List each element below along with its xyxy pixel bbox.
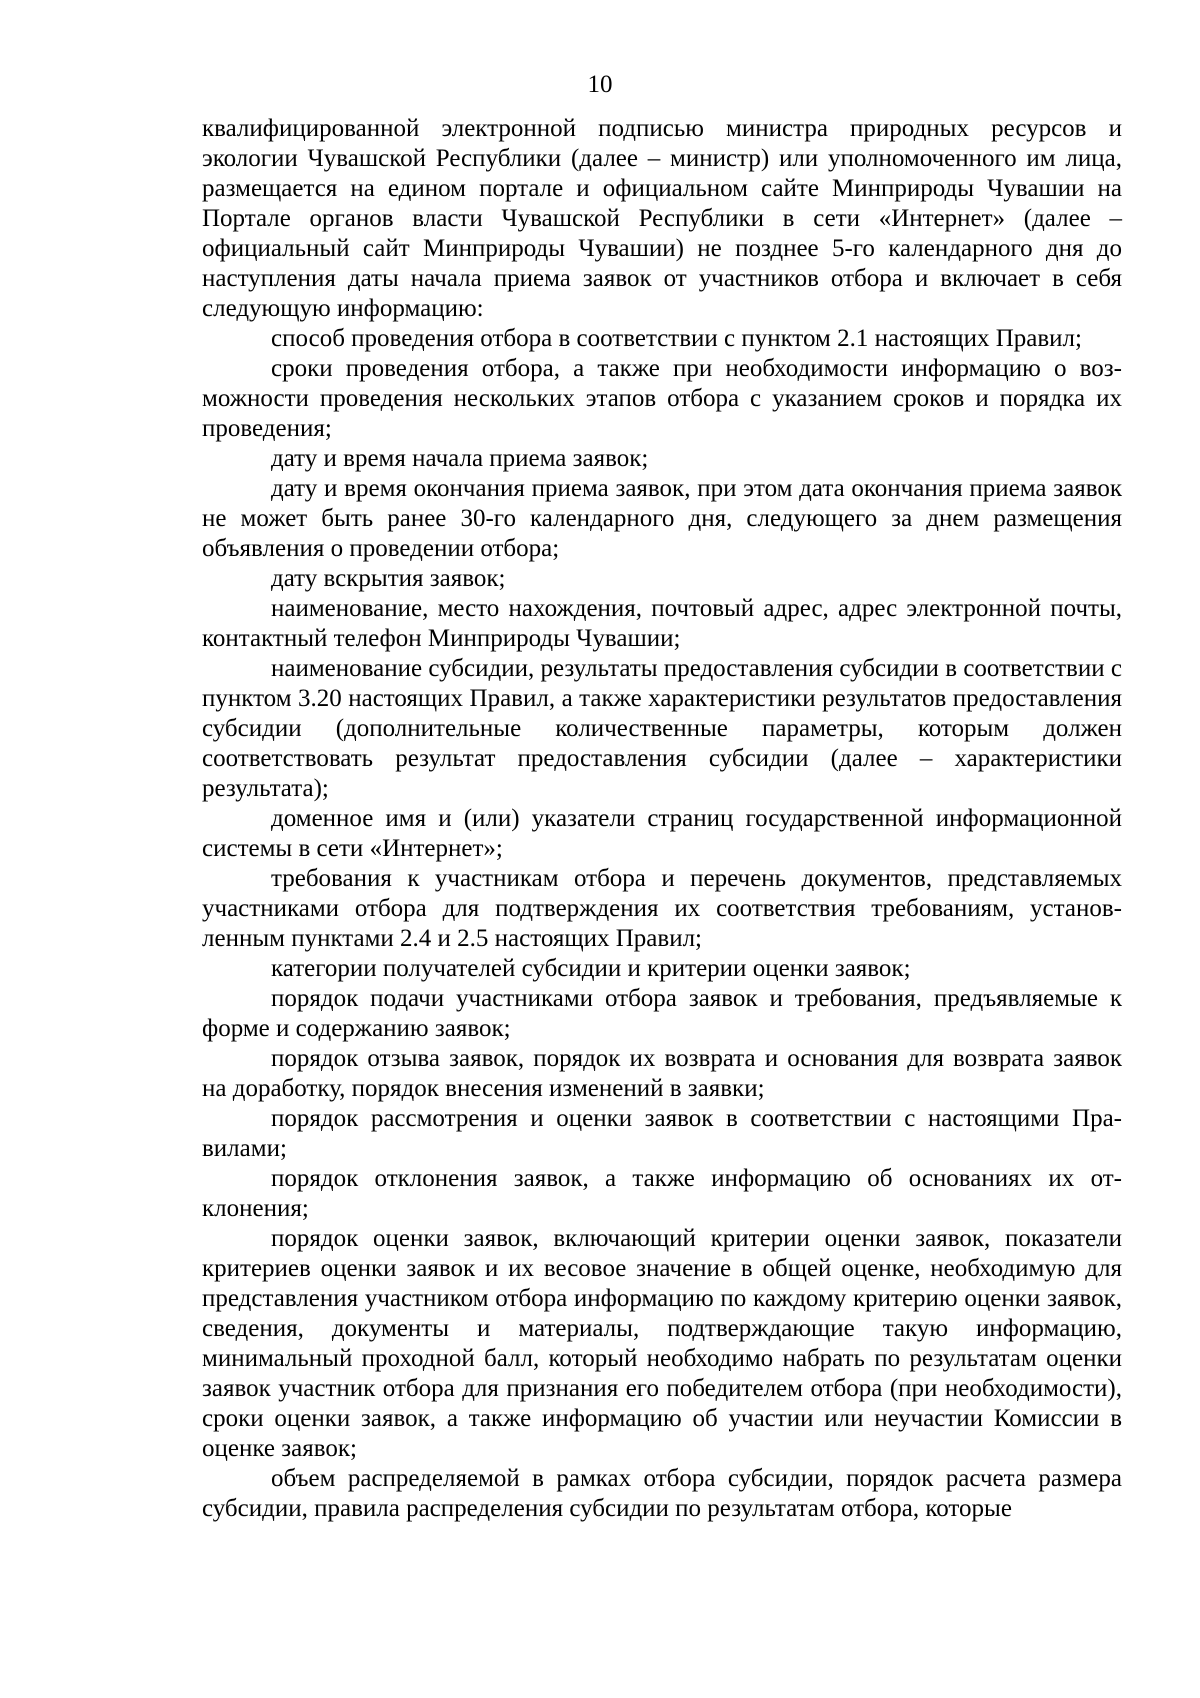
document-body <box>202 114 1122 1524</box>
paragraph: дату и время начала приема заявок; <box>271 445 649 472</box>
paragraph: дату вскрытия заявок; <box>271 565 506 592</box>
paragraph: требования к участникам отбора и перечень документов, представляемых участниками отбора для подтверждения их соответствия требованиям, установленным пунктами 2.4 и 2.5 настоящих Правил; <box>202 865 1122 952</box>
paragraph: порядок оценки заявок, включающий критерии оценки заявок, показатели критериев оценки заявок и их весовое значение в общей оценке, необходимую для представления участником отбора информацию по каждому критерию оценки заявок, сведения, документы и материалы, подтверждающие такую информацию, минимальный проходной балл, который необходимо набрать по результатам оценки заявок участник отбора для признания его победителем отбора (при необходимости), сроки оценки заявок, а также информацию об участии или неучастии Комиссии в оценке заявок; <box>202 1225 1122 1462</box>
paragraph: категории получателей субсидии и критерии оценки заявок; <box>271 955 911 982</box>
paragraph: наименование, место нахождения, почтовый адрес, адрес электронной почты, контактный телефон Минприроды Чувашии; <box>202 595 1122 652</box>
paragraph: дату и время окончания приема заявок, при этом дата окончания приема заявок не может быть ранее 30-го календарного дня, следующего за днем размещения объявления о проведении отбора; <box>202 475 1122 562</box>
paragraph: порядок рассмотрения и оценки заявок в соответствии с настоящими Правилами; <box>202 1105 1122 1162</box>
paragraph: способ проведения отбора в соответствии с пунктом 2.1 настоящих Правил; <box>271 325 1082 352</box>
paragraph: квалифицированной электронной подписью министра природных ресурсов и экологии Чувашской Республики (далее – министр) или уполномоченного им лица, размещается на едином портале и официальном сайте Минприроды Чувашии на Портале органов власти Чувашской Республики в сети «Интернет» (далее – официальный сайт Минприроды Чувашии) не позднее 5-го календарного дня до наступления даты начала приема заявок от участников отбора и включает в себя следующую информацию: <box>202 115 1122 322</box>
paragraph: объем распределяемой в рамках отбора субсидии, порядок расчета размера субсидии, правила распределения субсидии по результатам отбора, которые <box>202 1465 1122 1522</box>
paragraph: сроки проведения отбора, а также при необходимости информацию о возможности проведения нескольких этапов отбора с указанием сроков и порядка их проведения; <box>202 355 1122 442</box>
paragraph: порядок отклонения заявок, а также информацию об основаниях их отклонения; <box>202 1165 1122 1222</box>
paragraph: порядок отзыва заявок, порядок их возврата и основания для возврата заявок на доработку, порядок внесения изменений в заявки; <box>202 1045 1122 1102</box>
paragraph: порядок подачи участниками отбора заявок и требования, предъявляемые к форме и содержанию заявок; <box>202 985 1122 1042</box>
page-number: 10 <box>587 71 613 98</box>
paragraph: доменное имя и (или) указатели страниц государственной информационной системы в сети «Интернет»; <box>202 805 1122 862</box>
paragraph: наименование субсидии, результаты предоставления субсидии в соответствии с пунктом 3.20 настоящих Правил, а также характеристики результатов предоставления субсидии (дополнительные количественные параметры, которым должен соответствовать результат предоставления субсидии (далее – характеристики результата); <box>202 655 1122 802</box>
